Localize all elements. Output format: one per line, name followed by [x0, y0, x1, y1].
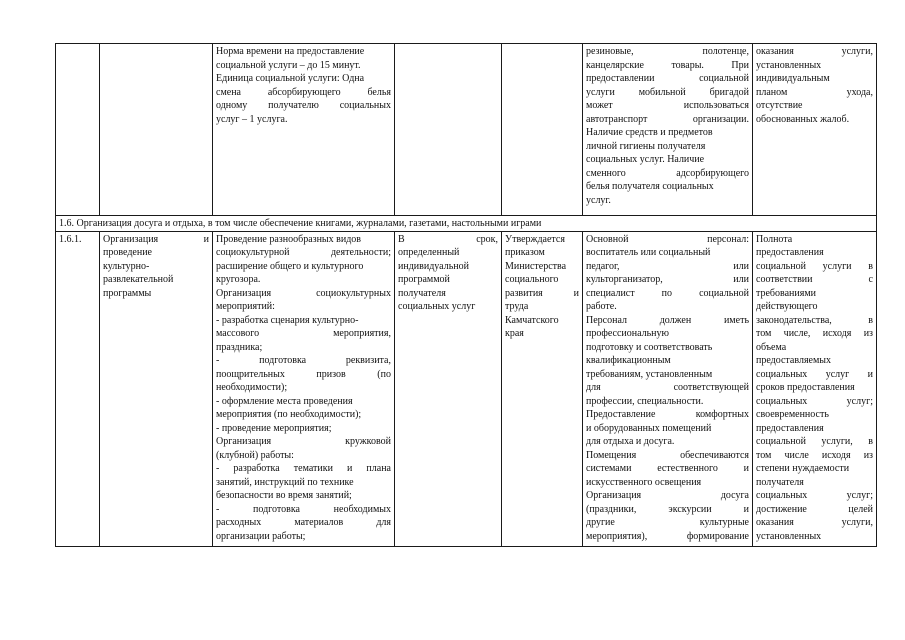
cell-number — [56, 44, 100, 216]
text-line: Персонал должен иметь — [586, 314, 749, 326]
cell-tariff — [502, 231, 583, 546]
table-row-continuation — [56, 44, 877, 216]
text-line: социальных услуг; — [756, 395, 873, 407]
text-line: услуг. — [586, 194, 611, 206]
text-line: воспитатель или социальный — [586, 247, 711, 258]
text-line: расширение общего и культурного — [216, 260, 364, 272]
text-line: определенный — [398, 247, 460, 258]
cell-service-name — [100, 44, 213, 216]
cell-service-content — [213, 231, 395, 546]
text-line: законодательства, в — [756, 314, 873, 326]
text-line: социальных услуг и — [756, 368, 873, 380]
text-line: педагог, или — [586, 260, 749, 272]
text-line: смена абсорбирующего белья — [216, 86, 391, 98]
text-line: установленных — [756, 59, 822, 71]
text-line: приказом — [505, 247, 545, 258]
text-line: том числе, исходя из — [756, 328, 873, 339]
text-line: индивидуальной — [398, 260, 469, 272]
text-line: массового мероприятия, — [216, 328, 391, 339]
text-line: может использоваться — [586, 100, 749, 111]
text-line: - подготовка необходимых — [216, 503, 391, 515]
text-line: социальной услуги в — [756, 260, 873, 272]
text-line: предоставления — [756, 422, 824, 434]
cell-service-content — [213, 44, 395, 216]
cell-tariff — [502, 44, 583, 216]
text-line: услуги мобильной бригадой — [586, 86, 749, 98]
text-line: отсутствие — [756, 100, 803, 111]
cell-service-term — [395, 44, 502, 216]
cell-conditions — [583, 44, 753, 216]
text-line: требованиями — [756, 287, 817, 299]
text-line: Помещения обеспечиваются — [586, 449, 749, 461]
text-line: Министерства — [505, 260, 567, 272]
text-line: (клубной) работы: — [216, 449, 294, 461]
text-line: - разработка тематики и плана — [216, 463, 391, 474]
text-line: социальных услуг. Наличие — [586, 154, 705, 165]
text-line: занятий, инструкций по технике — [216, 476, 354, 488]
text-line: необходимости); — [216, 382, 288, 393]
table-row-1-6-1 — [56, 231, 877, 546]
text-line: оказания услуги, — [756, 517, 873, 528]
text-line: проведение — [103, 247, 152, 258]
text-line: - проведение мероприятия; — [216, 422, 332, 434]
text-line: - разработка сценария культурно- — [216, 314, 359, 326]
cell-service-name — [100, 231, 213, 546]
text-line: праздника; — [216, 341, 263, 353]
text-line: социальной услуги – до 15 минут. — [216, 59, 361, 71]
text-line: Организация социокультурных — [216, 287, 391, 299]
section-title: 1.6. Организация досуга и отдыха, в том числе обеспечение книгами, журналами, газетами, настольными играми — [56, 216, 877, 232]
cell-number: 1.6.1. — [56, 231, 100, 546]
text-line: Наличие средств и предметов — [586, 127, 713, 138]
section-header-row — [56, 216, 877, 232]
text-line: планом ухода, — [756, 86, 873, 98]
text-line: соответствии с — [756, 274, 873, 285]
text-line: культорганизатор, или — [586, 274, 749, 285]
text-line: профессиональную — [586, 328, 669, 339]
text-line: услуг – 1 услуга. — [216, 113, 288, 125]
text-line: работе. — [586, 301, 617, 312]
text-line: белья получателя социальных — [586, 181, 714, 192]
text-line: программой — [398, 274, 450, 285]
text-line: получателя — [756, 476, 804, 488]
text-line: установленных — [756, 530, 822, 542]
text-line: В срок, — [398, 233, 498, 245]
text-line: программы — [103, 287, 152, 299]
text-line: Организация досуга — [586, 490, 749, 501]
text-line: - оформление места проведения — [216, 395, 353, 407]
text-line: Основной персонал: — [586, 233, 749, 245]
text-line: - подготовка реквизита, — [216, 355, 391, 366]
text-line: системами естественного и — [586, 463, 749, 474]
text-line: Утверждается — [505, 233, 565, 245]
text-line: действующего — [756, 301, 818, 312]
text-line: расходных материалов для — [216, 517, 391, 528]
text-line: предоставлении социальной — [586, 73, 749, 84]
text-line: требованиям, установленным — [586, 368, 713, 380]
text-line: культурно- — [103, 260, 150, 272]
text-line: развлекательной — [103, 274, 174, 285]
text-line: Организация кружковой — [216, 436, 391, 447]
text-line: безопасности во время занятий; — [216, 490, 352, 501]
text-line: организации работы; — [216, 530, 306, 542]
text-line: и оборудованных помещений — [586, 422, 712, 434]
text-line: Норма времени на предоставление — [216, 46, 365, 57]
text-line: (праздники, экскурсии и — [586, 503, 749, 515]
text-line: края — [505, 328, 524, 339]
cell-service-term — [395, 231, 502, 546]
text-line: резиновые, полотенце, — [586, 46, 749, 57]
cell-quality-indicators — [753, 231, 877, 546]
text-line: степени нуждаемости — [756, 463, 850, 474]
text-line: специалист по социальной — [586, 287, 749, 299]
text-line: развития и — [505, 287, 579, 299]
text-line: достижение целей — [756, 503, 873, 515]
text-line: социальных услуг — [398, 301, 476, 312]
text-line: профессии, специальности. — [586, 395, 704, 407]
services-standards-table — [55, 43, 877, 547]
text-line: мероприятия), формирование — [586, 530, 749, 542]
text-line: Предоставление комфортных — [586, 409, 749, 420]
text-line: социокультурной деятельности; — [216, 247, 391, 258]
text-line: канцелярские товары. При — [586, 59, 749, 71]
text-line: личной гигиены получателя — [586, 140, 706, 152]
text-line: обоснованных жалоб. — [756, 113, 850, 125]
text-line: предоставления — [756, 247, 824, 258]
text-line: квалификационным — [586, 355, 671, 366]
text-line: мероприятий: — [216, 301, 275, 312]
text-line: своевременность — [756, 409, 829, 420]
text-line: получателя — [398, 287, 446, 299]
text-line: Единица социальной услуги: Одна — [216, 73, 365, 84]
text-line: социальной услуги, в — [756, 436, 873, 447]
text-line: предоставляемых — [756, 355, 832, 366]
text-line: подготовку и соответствовать — [586, 341, 713, 353]
text-line: Проведение разнообразных видов — [216, 233, 362, 245]
cell-quality-indicators — [753, 44, 877, 216]
text-line: индивидуальным — [756, 73, 830, 84]
cell-conditions — [583, 231, 753, 546]
text-line: автотранспорт организации. — [586, 113, 749, 125]
text-line: Камчатского — [505, 314, 559, 326]
text-line: социальных услуг; — [756, 490, 873, 501]
text-line: Организация и — [103, 233, 209, 245]
text-line: искусственного освещения — [586, 476, 702, 488]
text-line: поощрительных призов (по — [216, 368, 391, 380]
text-line: мероприятия (по необходимости); — [216, 409, 362, 420]
text-line: социального — [505, 274, 559, 285]
text-line: для соответствующей — [586, 382, 749, 393]
text-line: том числе исходя из — [756, 449, 873, 461]
text-line: объема — [756, 341, 787, 353]
text-line: для отдыха и досуга. — [586, 436, 675, 447]
text-line: другие культурные — [586, 517, 749, 528]
text-line: оказания услуги, — [756, 46, 873, 57]
text-line: Полнота — [756, 233, 793, 245]
text-line: труда — [505, 301, 529, 312]
text-line: сменного адсорбирующего — [586, 167, 749, 179]
text-line: сроков предоставления — [756, 382, 855, 393]
text-line: кругозора. — [216, 274, 261, 285]
text-line: одному получателю социальных — [216, 100, 391, 111]
